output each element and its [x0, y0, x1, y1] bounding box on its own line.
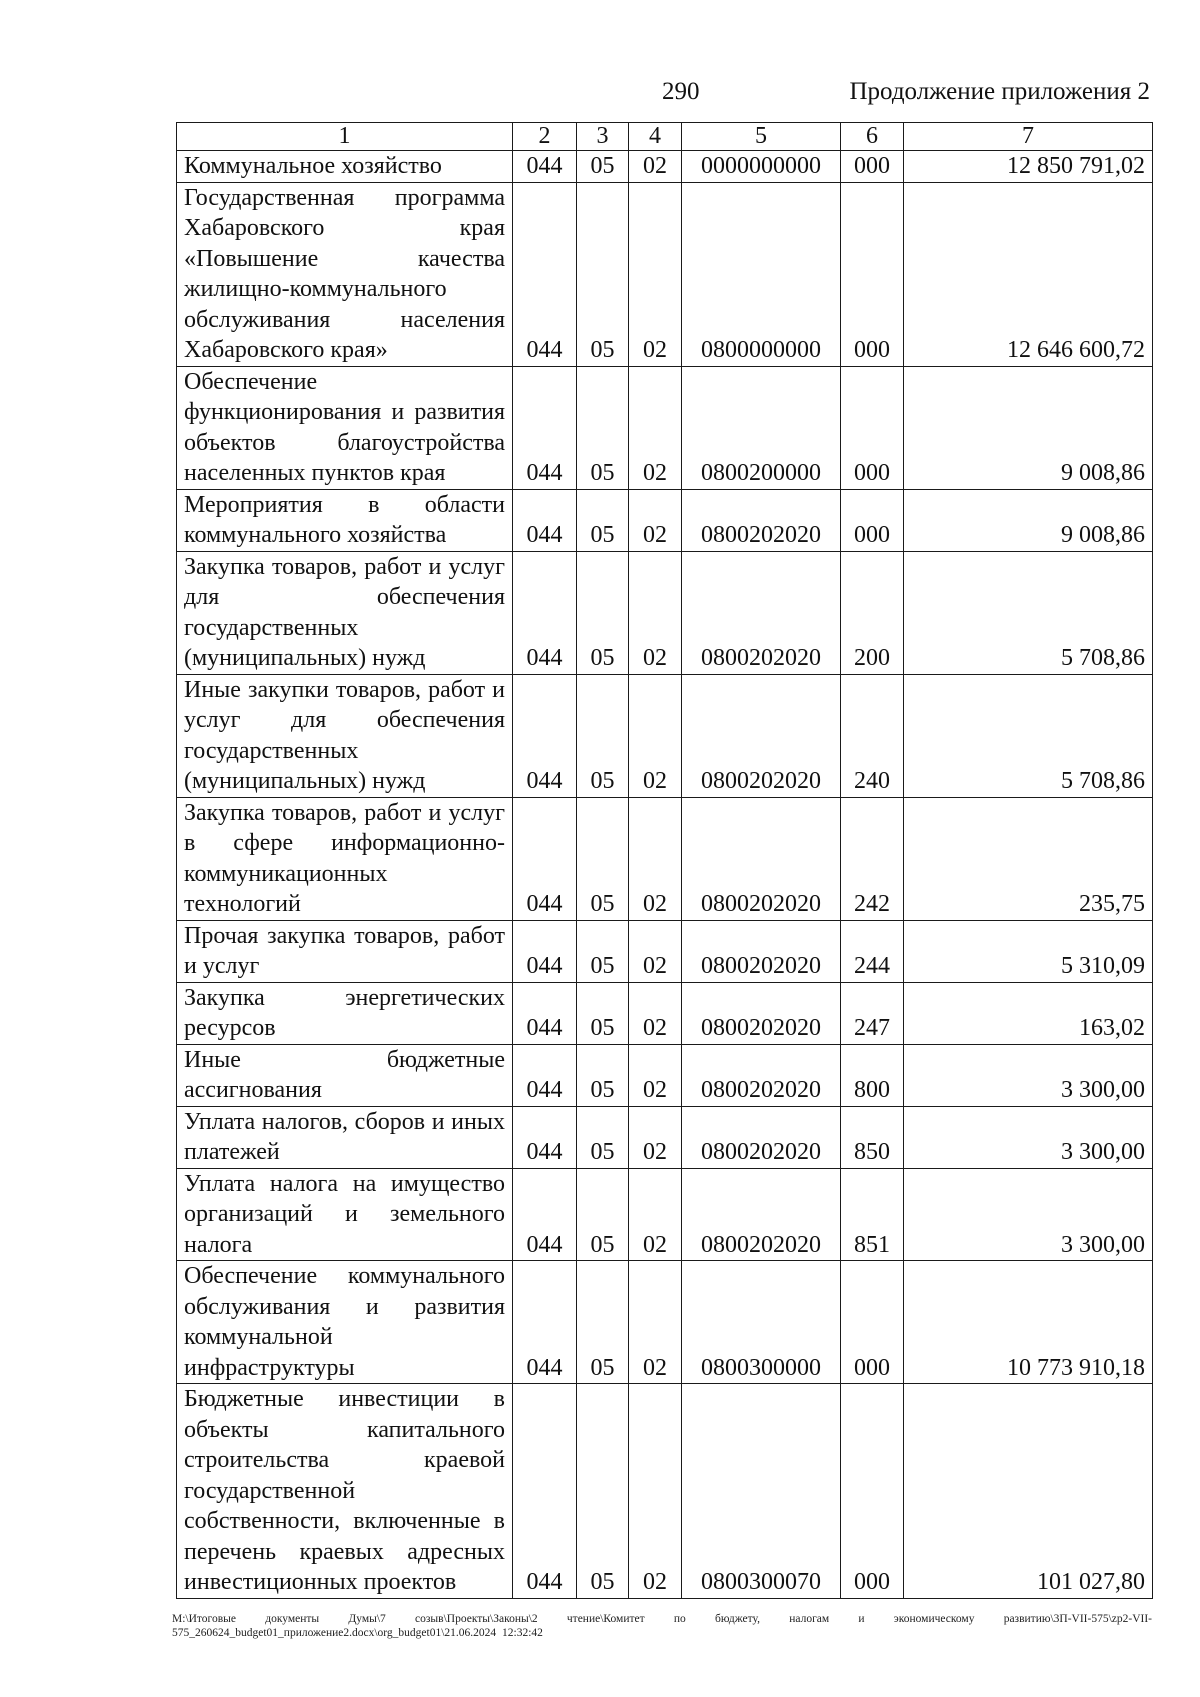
- row-name-cell: Закупка энергетических ресурсов: [177, 982, 513, 1044]
- subsection-cell: 02: [629, 1261, 682, 1384]
- expense-type-cell: 851: [841, 1168, 904, 1261]
- subsection-cell: 02: [629, 366, 682, 489]
- amount-cell: 235,75: [904, 797, 1153, 920]
- code-cell: 044: [513, 1384, 577, 1599]
- table-body: [177, 151, 1153, 1599]
- code-cell: 044: [513, 674, 577, 797]
- code-cell: 044: [513, 797, 577, 920]
- row-name-cell: Закупка товаров, работ и услуг в сфере информационно-коммуникационных технологий: [177, 797, 513, 920]
- amount-cell: 12 646 600,72: [904, 182, 1153, 366]
- target-article-cell: 0000000000: [682, 151, 841, 183]
- row-name-cell: Обеспечение функционирования и развития объектов благоустройства населенных пунктов края: [177, 366, 513, 489]
- row-name-cell: Уплата налогов, сборов и иных платежей: [177, 1106, 513, 1168]
- section-cell: 05: [577, 551, 629, 674]
- subsection-cell: 02: [629, 151, 682, 183]
- code-cell: 044: [513, 1168, 577, 1261]
- amount-cell: 5 708,86: [904, 674, 1153, 797]
- table-row: [177, 1261, 1153, 1384]
- code-cell: 044: [513, 920, 577, 982]
- target-article-cell: 0800202020: [682, 489, 841, 551]
- table-row: [177, 551, 1153, 674]
- column-header: 4: [629, 123, 682, 151]
- target-article-cell: 0800202020: [682, 982, 841, 1044]
- target-article-cell: 0800202020: [682, 551, 841, 674]
- row-name-cell: Закупка товаров, работ и услуг для обеспечения государственных (муниципальных) нужд: [177, 551, 513, 674]
- expense-type-cell: 800: [841, 1044, 904, 1106]
- expense-type-cell: 000: [841, 1261, 904, 1384]
- target-article-cell: 0800202020: [682, 797, 841, 920]
- amount-cell: 12 850 791,02: [904, 151, 1153, 183]
- section-cell: 05: [577, 982, 629, 1044]
- row-name-cell: Обеспечение коммунального обслуживания и развития коммунальной инфраструктуры: [177, 1261, 513, 1384]
- table-row: [177, 1044, 1153, 1106]
- amount-cell: 3 300,00: [904, 1168, 1153, 1261]
- code-cell: 044: [513, 366, 577, 489]
- table-row: [177, 1106, 1153, 1168]
- amount-cell: 101 027,80: [904, 1384, 1153, 1599]
- table-row: [177, 1168, 1153, 1261]
- amount-cell: 5 708,86: [904, 551, 1153, 674]
- footer-file-path: M:\Итоговые документы Думы\7 созыв\Проекты\Законы\2 чтение\Комитет по бюджету, налогам и экономическому развитию\3П-VII-575\zp2-VII-575_260624_budget01_приложение2.docx\org_budget01\21.06.2024 12:32:42: [172, 1613, 1152, 1639]
- code-cell: 044: [513, 489, 577, 551]
- target-article-cell: 0800202020: [682, 1044, 841, 1106]
- amount-cell: 3 300,00: [904, 1106, 1153, 1168]
- section-cell: 05: [577, 1168, 629, 1261]
- table-row: [177, 489, 1153, 551]
- amount-cell: 9 008,86: [904, 366, 1153, 489]
- row-name-cell: Прочая закупка товаров, работ и услуг: [177, 920, 513, 982]
- code-cell: 044: [513, 982, 577, 1044]
- code-cell: 044: [513, 551, 577, 674]
- row-name-cell: Мероприятия в области коммунального хозяйства: [177, 489, 513, 551]
- target-article-cell: 0800200000: [682, 366, 841, 489]
- subsection-cell: 02: [629, 1384, 682, 1599]
- budget-table: [176, 122, 1153, 1599]
- subsection-cell: 02: [629, 1044, 682, 1106]
- subsection-cell: 02: [629, 182, 682, 366]
- column-header: 2: [513, 123, 577, 151]
- section-cell: 05: [577, 1384, 629, 1599]
- row-name-cell: Коммунальное хозяйство: [177, 151, 513, 183]
- table-row: [177, 982, 1153, 1044]
- section-cell: 05: [577, 674, 629, 797]
- code-cell: 044: [513, 182, 577, 366]
- code-cell: 044: [513, 1106, 577, 1168]
- section-cell: 05: [577, 797, 629, 920]
- section-cell: 05: [577, 1106, 629, 1168]
- page-number: 290: [662, 78, 700, 105]
- expense-type-cell: 000: [841, 366, 904, 489]
- table-row: [177, 151, 1153, 183]
- expense-type-cell: 240: [841, 674, 904, 797]
- code-cell: 044: [513, 1261, 577, 1384]
- column-number-row: [177, 123, 1153, 151]
- column-header: 7: [904, 123, 1153, 151]
- target-article-cell: 0800300000: [682, 1261, 841, 1384]
- expense-type-cell: 247: [841, 982, 904, 1044]
- expense-type-cell: 000: [841, 182, 904, 366]
- row-name-cell: Бюджетные инвестиции в объекты капитального строительства краевой государственной собственности, включенные в перечень краевых адресных инвестиционных проектов: [177, 1384, 513, 1599]
- column-header: 5: [682, 123, 841, 151]
- subsection-cell: 02: [629, 1168, 682, 1261]
- subsection-cell: 02: [629, 797, 682, 920]
- amount-cell: 9 008,86: [904, 489, 1153, 551]
- code-cell: 044: [513, 1044, 577, 1106]
- amount-cell: 5 310,09: [904, 920, 1153, 982]
- table-row: [177, 182, 1153, 366]
- expense-type-cell: 000: [841, 151, 904, 183]
- section-cell: 05: [577, 489, 629, 551]
- column-header: 1: [177, 123, 513, 151]
- table-row: [177, 797, 1153, 920]
- column-header: 3: [577, 123, 629, 151]
- row-name-cell: Государственная программа Хабаровского края «Повышение качества жилищно-коммунального обслуживания населения Хабаровского края»: [177, 182, 513, 366]
- target-article-cell: 0800202020: [682, 1106, 841, 1168]
- row-name-cell: Иные закупки товаров, работ и услуг для обеспечения государственных (муниципальных) нужд: [177, 674, 513, 797]
- subsection-cell: 02: [629, 489, 682, 551]
- continuation-title: Продолжение приложения 2: [849, 78, 1150, 105]
- expense-type-cell: 244: [841, 920, 904, 982]
- table-row: [177, 1384, 1153, 1599]
- section-cell: 05: [577, 366, 629, 489]
- section-cell: 05: [577, 1261, 629, 1384]
- subsection-cell: 02: [629, 674, 682, 797]
- section-cell: 05: [577, 1044, 629, 1106]
- target-article-cell: 0800202020: [682, 1168, 841, 1261]
- code-cell: 044: [513, 151, 577, 183]
- expense-type-cell: 000: [841, 1384, 904, 1599]
- table-row: [177, 920, 1153, 982]
- target-article-cell: 0800202020: [682, 674, 841, 797]
- expense-type-cell: 200: [841, 551, 904, 674]
- target-article-cell: 0800300070: [682, 1384, 841, 1599]
- expense-type-cell: 242: [841, 797, 904, 920]
- column-header: 6: [841, 123, 904, 151]
- table-row: [177, 366, 1153, 489]
- table-row: [177, 674, 1153, 797]
- amount-cell: 10 773 910,18: [904, 1261, 1153, 1384]
- expense-type-cell: 850: [841, 1106, 904, 1168]
- section-cell: 05: [577, 182, 629, 366]
- amount-cell: 163,02: [904, 982, 1153, 1044]
- subsection-cell: 02: [629, 1106, 682, 1168]
- subsection-cell: 02: [629, 982, 682, 1044]
- section-cell: 05: [577, 920, 629, 982]
- row-name-cell: Иные бюджетные ассигнования: [177, 1044, 513, 1106]
- subsection-cell: 02: [629, 920, 682, 982]
- amount-cell: 3 300,00: [904, 1044, 1153, 1106]
- subsection-cell: 02: [629, 551, 682, 674]
- target-article-cell: 0800202020: [682, 920, 841, 982]
- row-name-cell: Уплата налога на имущество организаций и земельного налога: [177, 1168, 513, 1261]
- target-article-cell: 0800000000: [682, 182, 841, 366]
- section-cell: 05: [577, 151, 629, 183]
- expense-type-cell: 000: [841, 489, 904, 551]
